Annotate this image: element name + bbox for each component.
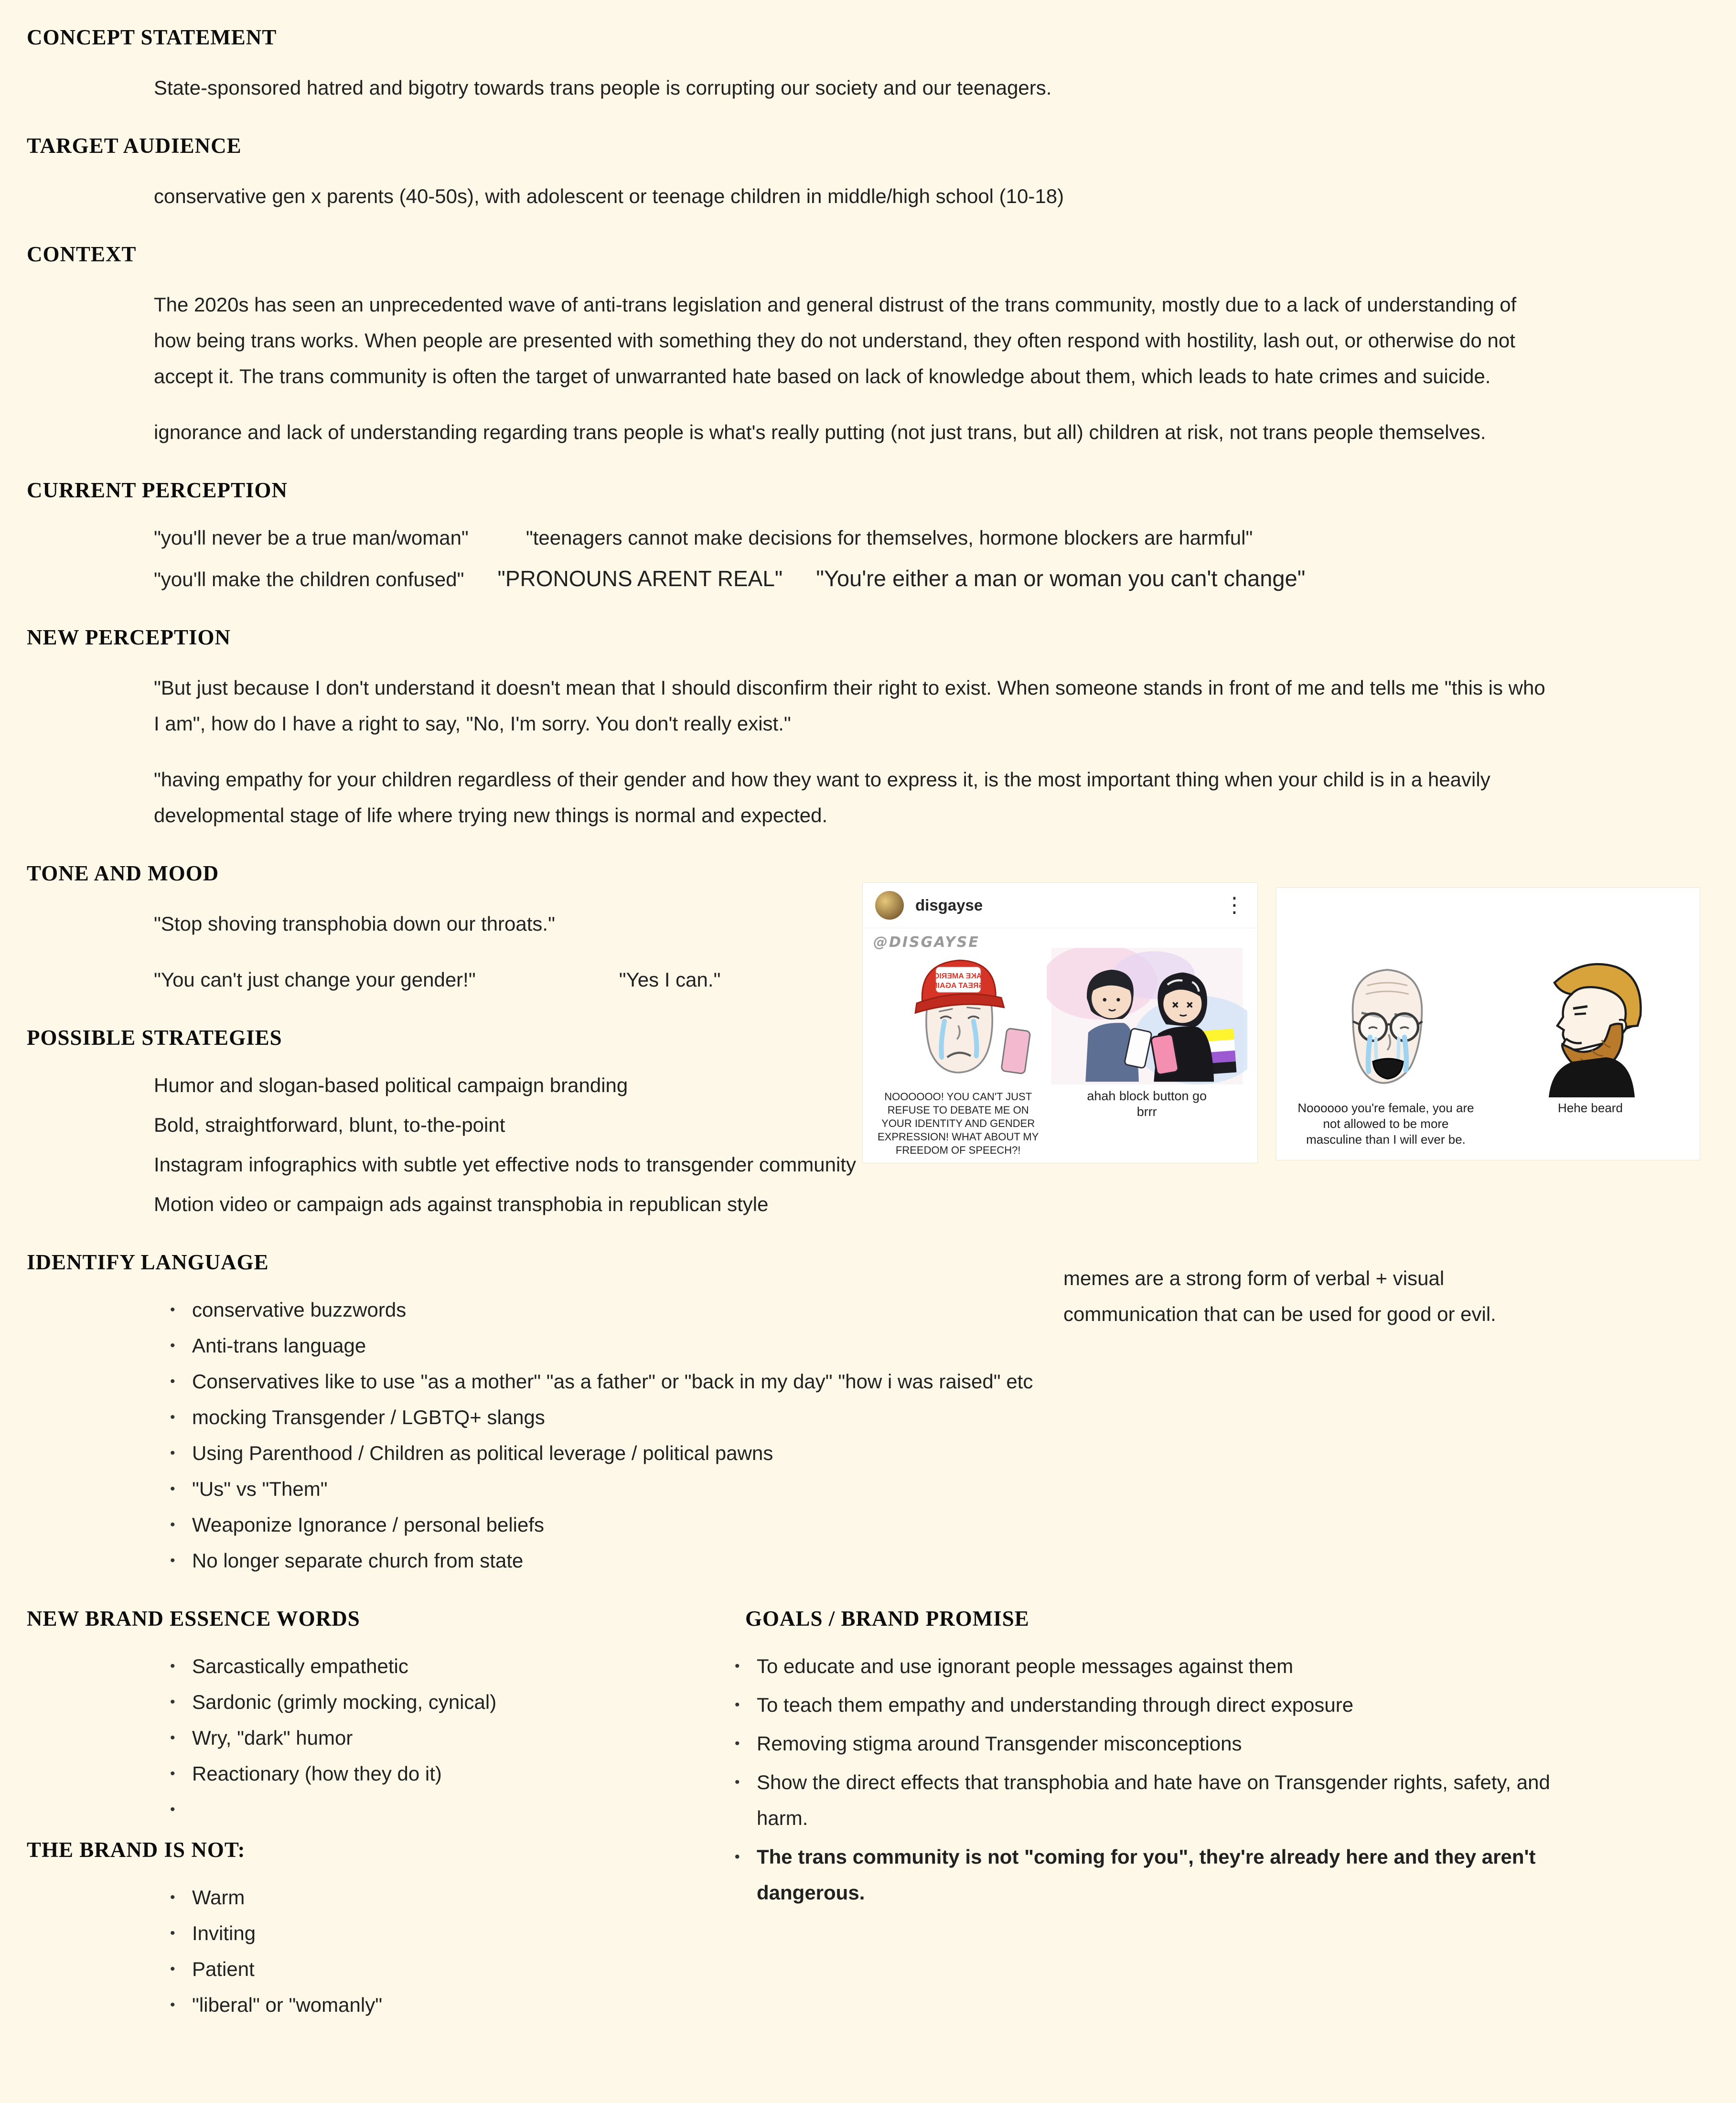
chad-beard-drawing — [1511, 954, 1669, 1097]
meme-caption-right: ahah block button go brrr — [1087, 1089, 1207, 1119]
section-heading: TONE AND MOOD — [27, 861, 219, 885]
two-column-row — [27, 1606, 1709, 2023]
tone-quote: "You can't just change your gender!" — [154, 968, 476, 991]
language-item: • "Us" vs "Them" — [167, 1471, 1709, 1507]
language-item: • Using Parenthood / Children as political leverage / political pawns — [167, 1435, 1709, 1471]
strategy-item: Bold, straightforward, blunt, to-the-point — [154, 1114, 505, 1136]
essence-item: • Reactionary (how they do it) — [167, 1756, 732, 1792]
goal-item: • To educate and use ignorant people messages against them — [732, 1648, 1554, 1684]
section-heading: TARGET AUDIENCE — [27, 134, 242, 158]
instagram-meme-image — [863, 883, 1257, 1163]
concept-body-text: State-sponsored hatred and bigotry towards trans people is corrupting our society and our teenagers. — [154, 76, 1052, 99]
wojak-chad-meme-image — [1276, 888, 1700, 1160]
meme-caption-right: Hehe beard — [1558, 1101, 1623, 1115]
section-heading: NEW BRAND ESSENCE WORDS — [27, 1607, 360, 1631]
perception-quote: "PRONOUNS ARENT REAL" — [497, 566, 783, 591]
essence-item: • Wry, "dark" humor — [167, 1720, 732, 1756]
section-heading: POSSIBLE STRATEGIES — [27, 1026, 282, 1050]
kebab-menu-icon: ⋮ — [1224, 893, 1245, 917]
avatar — [875, 891, 904, 920]
section-goals-brand-promise — [732, 1606, 1592, 1910]
language-item: • No longer separate church from state — [167, 1543, 1709, 1578]
svg-text:MAKE AMERICA: MAKE AMERICA — [928, 972, 988, 980]
section-current-perception — [27, 478, 1709, 597]
empty-bullet — [167, 1792, 732, 1818]
essence-item: • Sarcastically empathetic — [167, 1648, 732, 1684]
language-item: • conservative buzzwords — [167, 1292, 1709, 1328]
brand-not-item: • Inviting — [167, 1915, 732, 1951]
tone-quote: "Stop shoving transphobia down our throats." — [154, 912, 555, 935]
brand-not-item: • Warm — [167, 1879, 732, 1915]
tone-quote: "Yes I can." — [619, 968, 721, 991]
section-heading: CURRENT PERCEPTION — [27, 478, 288, 502]
perception-quote: "you'll make the children confused" — [154, 568, 464, 590]
section-heading: CONTEXT — [27, 242, 137, 266]
section-new-perception — [27, 625, 1709, 833]
new-perception-paragraph: "having empathy for your children regardless of their gender and how they want to express it, is the most important thing when your child is in a heavily developmental stage of life where trying new things is normal and expected. — [154, 768, 1490, 826]
svg-text:GREAT AGAIN: GREAT AGAIN — [932, 982, 985, 990]
crying-wojak-maga-drawing — [879, 948, 1037, 1086]
instagram-username: disgayse — [915, 896, 983, 914]
watermark-text: @DISGAYSE — [873, 934, 980, 951]
section-heading: IDENTIFY LANGUAGE — [27, 1250, 269, 1274]
section-target-audience — [27, 133, 1709, 214]
language-item: • Weaponize Ignorance / personal beliefs — [167, 1507, 1709, 1543]
language-item: • mocking Transgender / LGBTQ+ slangs — [167, 1399, 1709, 1435]
brand-not-item: • Patient — [167, 1951, 732, 1987]
section-brand-essence-words — [27, 1606, 732, 1818]
context-paragraph: ignorance and lack of understanding regarding trans people is what's really putting (not just trans, but all) children at risk, not trans people themselves. — [154, 421, 1486, 443]
section-heading: CONCEPT STATEMENT — [27, 25, 277, 49]
section-concept-statement — [27, 25, 1709, 106]
audience-body-text: conservative gen x parents (40-50s), with adolescent or teenage children in middle/high school (10-18) — [154, 185, 1064, 207]
section-heading: THE BRAND IS NOT: — [27, 1838, 246, 1862]
section-context — [27, 242, 1709, 450]
section-heading: GOALS / BRAND PROMISE — [745, 1607, 1029, 1631]
instagram-meme-body — [863, 928, 1257, 1163]
strategy-item: Humor and slogan-based political campaign branding — [154, 1074, 628, 1096]
strategy-item: Instagram infographics with subtle yet effective nods to transgender community — [154, 1153, 856, 1176]
goal-item-bold: • The trans community is not "coming for you", they're already here and they aren't dangerous. — [732, 1839, 1554, 1910]
meme-caption-left: NOOOOOO! YOU CAN'T JUST REFUSE TO DEBATE ME ON YOUR IDENTITY AND GENDER EXPRESSION! WHAT ABOUT MY FREEDOM OF SPEECH?! — [877, 1091, 1039, 1156]
brand-not-item: • "liberal" or "womanly" — [167, 1987, 732, 2023]
memes-note-text: memes are a strong form of verbal + visual communication that can be used for good or evil. — [1063, 1267, 1496, 1325]
perception-quote: "You're either a man or woman you can't change" — [816, 566, 1306, 591]
perception-quote: "teenagers cannot make decisions for themselves, hormone blockers are harmful" — [525, 526, 1253, 549]
crying-wojak-glasses-drawing — [1307, 954, 1465, 1097]
goal-item: • Removing stigma around Transgender misconceptions — [732, 1726, 1554, 1761]
language-item: • Conservatives like to use "as a mother" "as a father" or "back in my day" "how i was raised" etc — [167, 1363, 1709, 1399]
section-heading: NEW PERCEPTION — [27, 625, 231, 649]
couple-with-phones-drawing — [1047, 948, 1247, 1084]
section-brand-is-not — [27, 1837, 732, 2023]
goal-item: • Show the direct effects that transphobia and hate have on Transgender rights, safety, and harm. — [732, 1764, 1554, 1836]
new-perception-paragraph: "But just because I don't understand it doesn't mean that I should disconfirm their right to exist. When someone stands in front of me and tells me "this is who I am", how do I have a right to say, "No, I'm sorry. You don't really exist." — [154, 676, 1545, 735]
goal-item: • To teach them empathy and understanding through direct exposure — [732, 1687, 1554, 1723]
language-item: • Anti-trans language — [167, 1328, 1709, 1363]
essence-item: • Sardonic (grimly mocking, cynical) — [167, 1684, 732, 1720]
meme-caption-left: Noooooo you're female, you are not allowed to be more masculine than I will ever be. — [1297, 1101, 1474, 1147]
strategy-item: Motion video or campaign ads against transphobia in republican style — [154, 1193, 769, 1215]
instagram-post-header — [863, 883, 1257, 928]
perception-quote: "you'll never be a true man/woman" — [154, 526, 469, 549]
context-paragraph: The 2020s has seen an unprecedented wave of anti-trans legislation and general distrust of the trans community, mostly due to a lack of understanding of how being trans works. When people are presented with something they do not understand, they often respond with hostility, lash out, or otherwise do not accept it. The trans community is often the target of unwarranted hate based on lack of knowledge about them, which leads to hate crimes and suicide. — [154, 293, 1517, 387]
